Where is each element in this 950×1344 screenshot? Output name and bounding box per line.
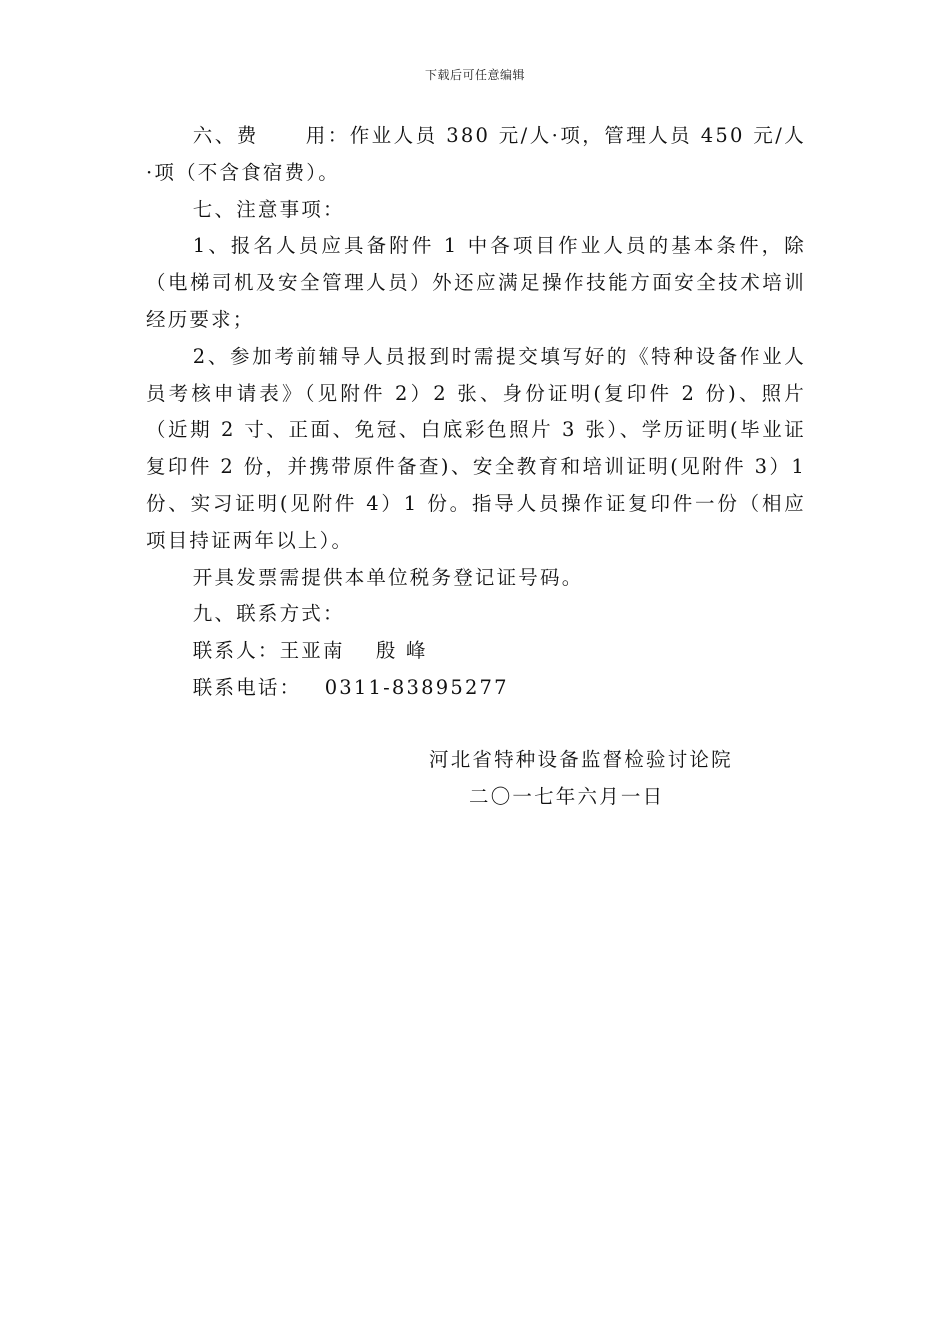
notes-title: 七、注意事项： <box>192 197 345 221</box>
signature-date: 二〇一七年六月一日 <box>469 785 665 808</box>
note-item-1: 1、报名人员应具备附件 1 中各项目作业人员的基本条件，除（电梯司机及安全管理人员）外还应满足操作技能方面安全技术培训经历要求； <box>146 234 806 331</box>
fee-text: 用：作业人员 380 元/人·项，管理人员 450 元/人·项（不含食宿费）。 <box>146 124 806 184</box>
invoice-note: 开具发票需提供本单位税务登记证号码。 <box>192 565 584 589</box>
page-header: 下载后可任意编辑 <box>424 68 525 82</box>
contact-person <box>146 633 806 670</box>
phone-label: 联系电话： <box>192 675 302 699</box>
contact-title: 九、联系方式： <box>192 602 345 626</box>
fee-label: 六、费 <box>192 124 259 147</box>
contact-phone <box>146 670 806 707</box>
document-body <box>146 118 806 707</box>
signature-organization: 河北省特种设备监督检验讨论院 <box>429 748 733 771</box>
contact-person-second: 殷 峰 <box>375 639 428 663</box>
phone-number: 0311-83895277 <box>324 675 509 699</box>
note-item-2: 2、参加考前辅导人员报到时需提交填写好的《特种设备作业人员考核申请表》（见附件 2）2 张、身份证明(复印件 2 份)、照片（近期 2 寸、正面、免冠、白底彩色照片 3 张）、学历证明(毕业证复印件 2 份，并携带原件备查)、安全教育和培训证明(见附件 3）1 份、实习证明(见附件 4）1 份。指导人员操作证复印件一份（相应项目持证两年以上）。 <box>146 344 806 552</box>
contact-person-label: 联系人：王亚南 <box>192 639 345 663</box>
fee-paragraph <box>146 118 806 192</box>
